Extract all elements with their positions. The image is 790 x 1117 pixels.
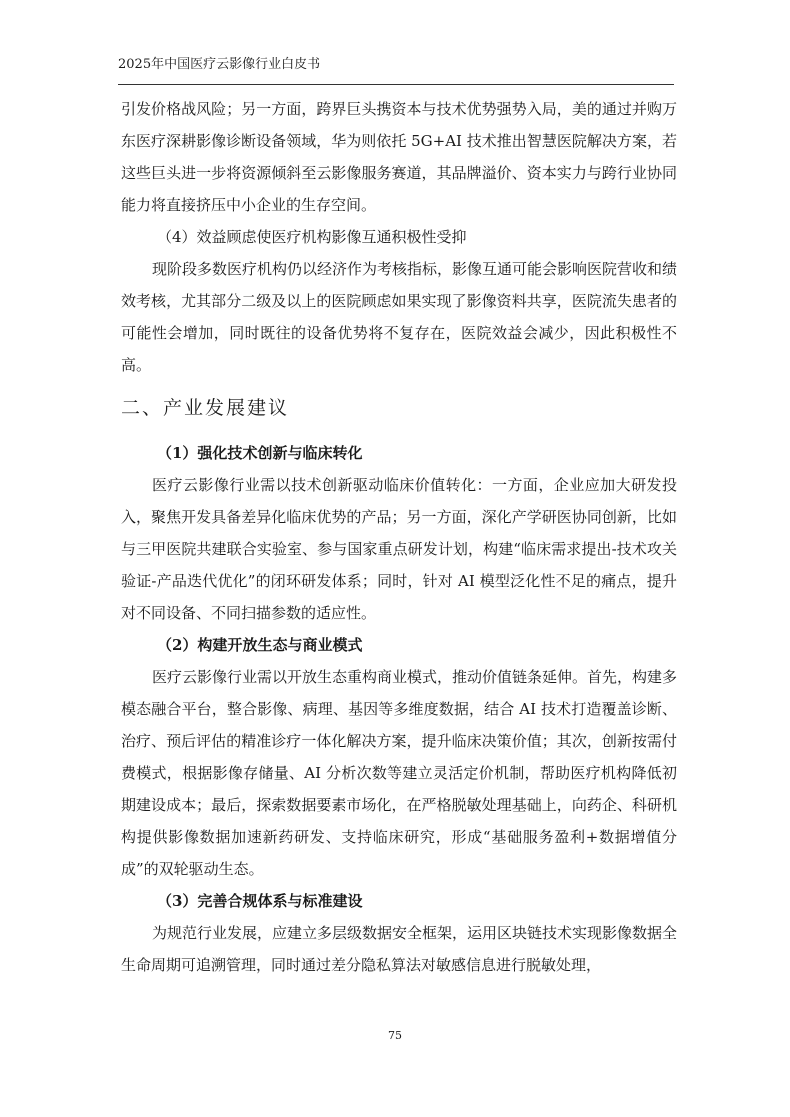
- section-heading: 二、产业发展建议: [121, 397, 290, 419]
- running-header: 2025年中国医疗云影像行业白皮书: [118, 57, 321, 72]
- page-body: [121, 93, 677, 981]
- paragraph-sub4: 现阶段多数医疗机构仍以经济作为考核指标，影像互通可能会影响医院营收和绩效考核，尤其部分二级及以上的医院顾虑如果实现了影像资料共享，医院流失患者的可能性会增加，同时既往的设备优势将不复存在，医院效益会减少，因此积极性不高。: [121, 260, 678, 374]
- paragraph-s3: 为规范行业发展，应建立多层级数据安全框架，运用区块链技术实现影像数据全生命周期可追溯管理，同时通过差分隐私算法对敏感信息进行脱敏处理，: [121, 924, 678, 974]
- header-divider: [118, 84, 674, 85]
- subheading-4: （4）效益顾虑使医疗机构影像互通积极性受抑: [157, 228, 467, 246]
- paragraph-s2: 医疗云影像行业需以开放生态重构商业模式，推动价值链条延伸。首先，构建多模态融合平台，整合影像、病理、基因等多维度数据，结合 AI 技术打造覆盖诊断、治疗、预后评估的精准诊疗一体化解决方案，提升临床决策价值；其次，创新按需付费模式，根据影像存储量、AI 分析次数等建立灵活定价机制，帮助医疗机构降低初期建设成本；最后，探索数据要素市场化，在严格脱敏处理基础上，向药企、科研机构提供影像数据加速新药研发、支持临床研究，形成“基础服务盈利+数据增值分成”的双轮驱动生态。: [121, 668, 678, 878]
- subheading-1: （1）强化技术创新与临床转化: [157, 444, 363, 462]
- page-number: 75: [388, 1029, 402, 1042]
- paragraph-s1: 医疗云影像行业需以技术创新驱动临床价值转化：一方面，企业应加大研发投入，聚焦开发具备差异化临床优势的产品；另一方面，深化产学研医协同创新，比如与三甲医院共建联合实验室、参与国家重点研发计划，构建“临床需求提出-技术攻关验证-产品迭代优化”的闭环研发体系；同时，针对 AI 模型泛化性不足的痛点，提升对不同设备、不同扫描参数的适应性。: [121, 476, 677, 622]
- subheading-2: （2）构建开放生态与商业模式: [157, 636, 363, 654]
- paragraph-continued: 引发价格战风险；另一方面，跨界巨头携资本与技术优势强势入局，美的通过并购万东医疗深耕影像诊断设备领域，华为则依托 5G+AI 技术推出智慧医院解决方案，若这些巨头进一步将资源倾斜至云影像服务赛道，其品牌溢价、资本实力与跨行业协同能力将直接挤压中小企业的生存空间。: [121, 100, 677, 214]
- subheading-3: （3）完善合规体系与标准建设: [157, 892, 363, 910]
